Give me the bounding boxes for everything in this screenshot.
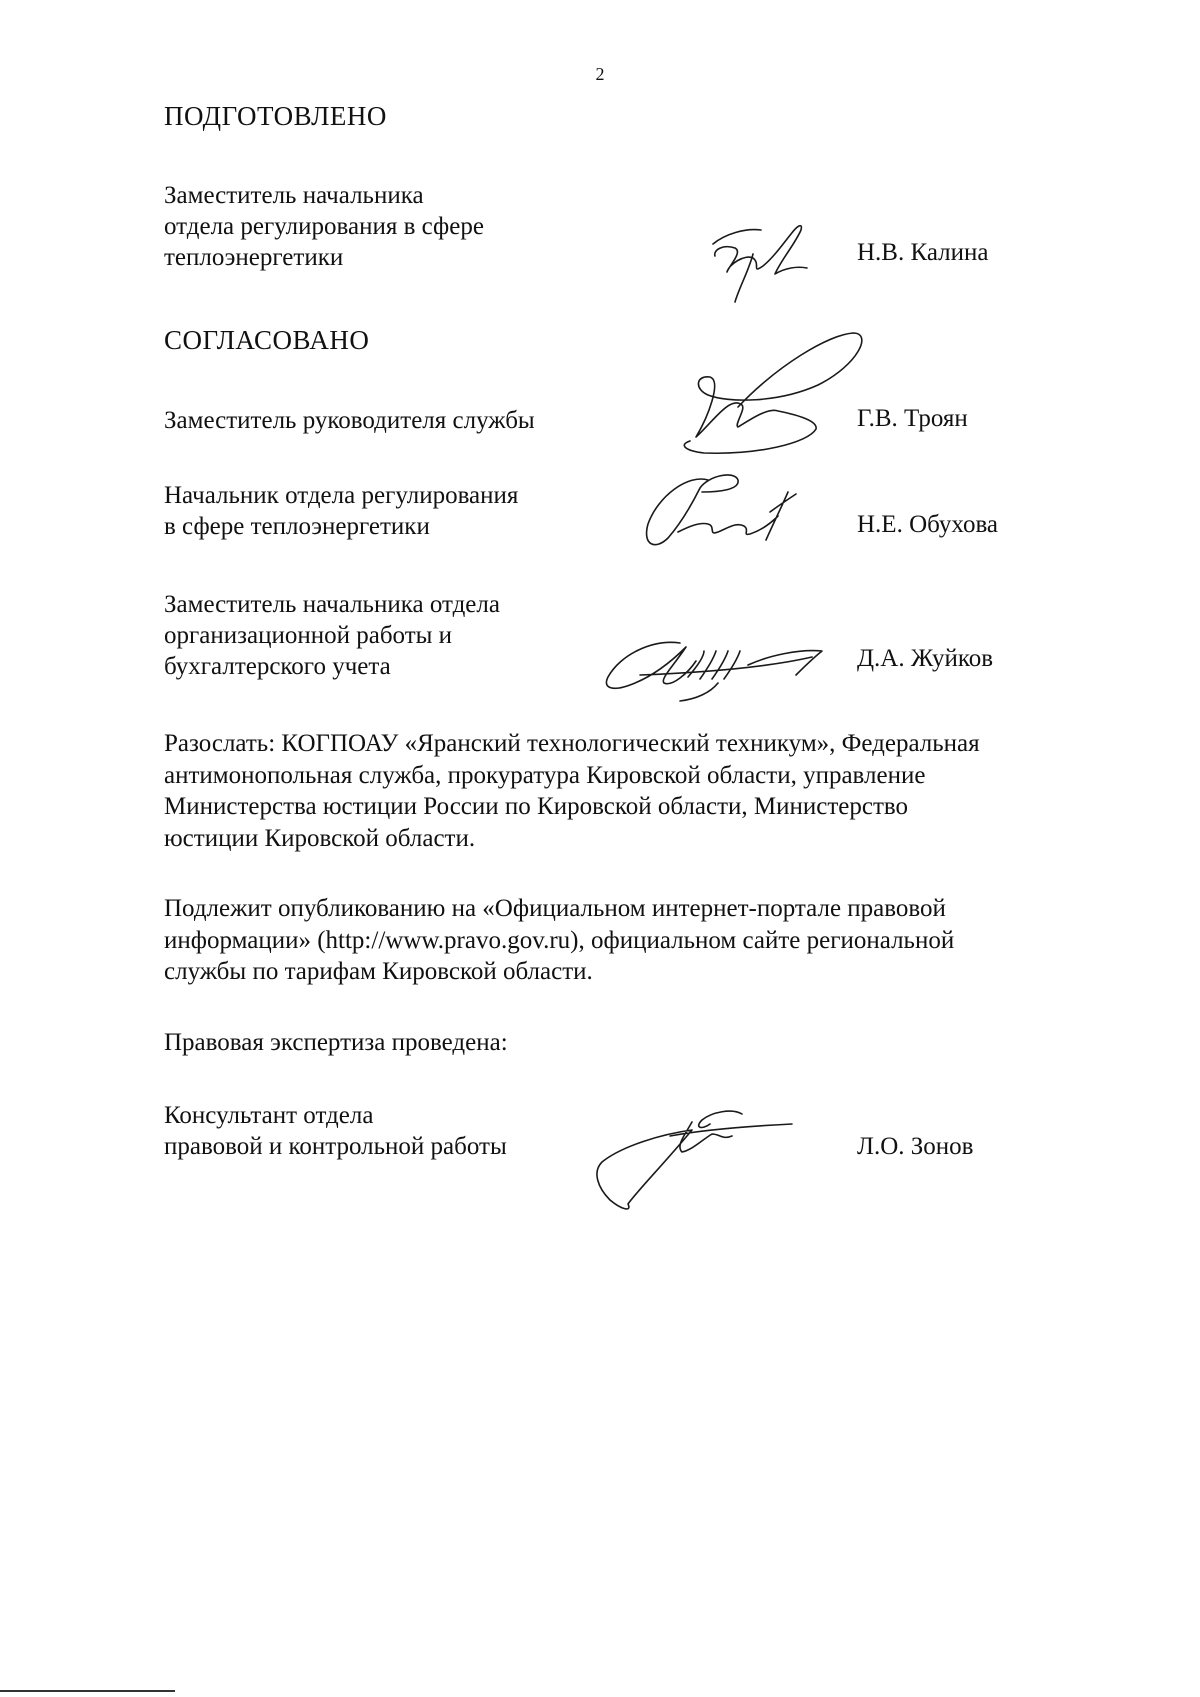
publication-line: информации» (http://www.pravo.gov.ru), официальном сайте региональной xyxy=(164,926,955,954)
signer-3-name: Д.А. Жуйков xyxy=(857,645,994,672)
signer-3-position xyxy=(164,589,500,682)
publication-line: Подлежит опубликованию на «Официальном интернет-портале правовой xyxy=(164,895,946,922)
signer-2-name: Н.Е. Обухова xyxy=(857,511,999,538)
signer-1-position xyxy=(164,405,535,436)
agreed-heading: СОГЛАСОВАНО xyxy=(164,325,370,355)
position-line: Заместитель начальника отдела xyxy=(164,591,500,618)
signature-obukhova xyxy=(638,466,808,556)
distribution-line: юстиции Кировской области. xyxy=(164,824,476,852)
position-line: теплоэнергетики xyxy=(164,244,344,271)
distribution-paragraph xyxy=(164,728,1041,854)
page-number: 2 xyxy=(595,64,605,84)
distribution-line: Разослать: КОГПОАУ «Яранский технологический техникум», Федеральная xyxy=(164,730,980,757)
position-line: бухгалтерского учета xyxy=(164,653,391,680)
legal-review-name: Л.О. Зонов xyxy=(857,1133,974,1160)
position-line: в сфере теплоэнергетики xyxy=(164,513,430,540)
signature-troyan xyxy=(668,325,868,460)
prepared-heading: ПОДГОТОВЛЕНО xyxy=(164,101,387,131)
legal-review-heading: Правовая экспертиза проведена: xyxy=(164,1029,508,1056)
signer-1-name: Г.В. Троян xyxy=(857,405,968,432)
position-line: Начальник отдела регулирования xyxy=(164,482,519,509)
position-line: правовой и контрольной работы xyxy=(164,1133,507,1160)
signature-zhuykov xyxy=(600,625,830,707)
footer-rule xyxy=(0,1690,175,1692)
distribution-line: Министерства юстиции России по Кировской области, Министерство xyxy=(164,793,909,820)
prepared-name: Н.В. Калина xyxy=(857,239,989,266)
legal-review-position xyxy=(164,1100,507,1162)
position-line: Консультант отдела xyxy=(164,1102,374,1129)
signer-2-position xyxy=(164,480,518,542)
position-line: Заместитель руководителя службы xyxy=(164,407,535,434)
position-line: Заместитель начальника xyxy=(164,182,424,209)
signature-zonov xyxy=(592,1100,802,1220)
signature-kalina xyxy=(705,214,815,306)
publication-paragraph xyxy=(164,893,1041,988)
prepared-position xyxy=(164,180,484,273)
publication-line: службы по тарифам Кировской области. xyxy=(164,958,593,985)
position-line: организационной работы и xyxy=(164,622,453,649)
position-line: отдела регулирования в сфере xyxy=(164,213,484,240)
distribution-line: антимонопольная служба, прокуратура Кировской области, управление xyxy=(164,761,926,789)
